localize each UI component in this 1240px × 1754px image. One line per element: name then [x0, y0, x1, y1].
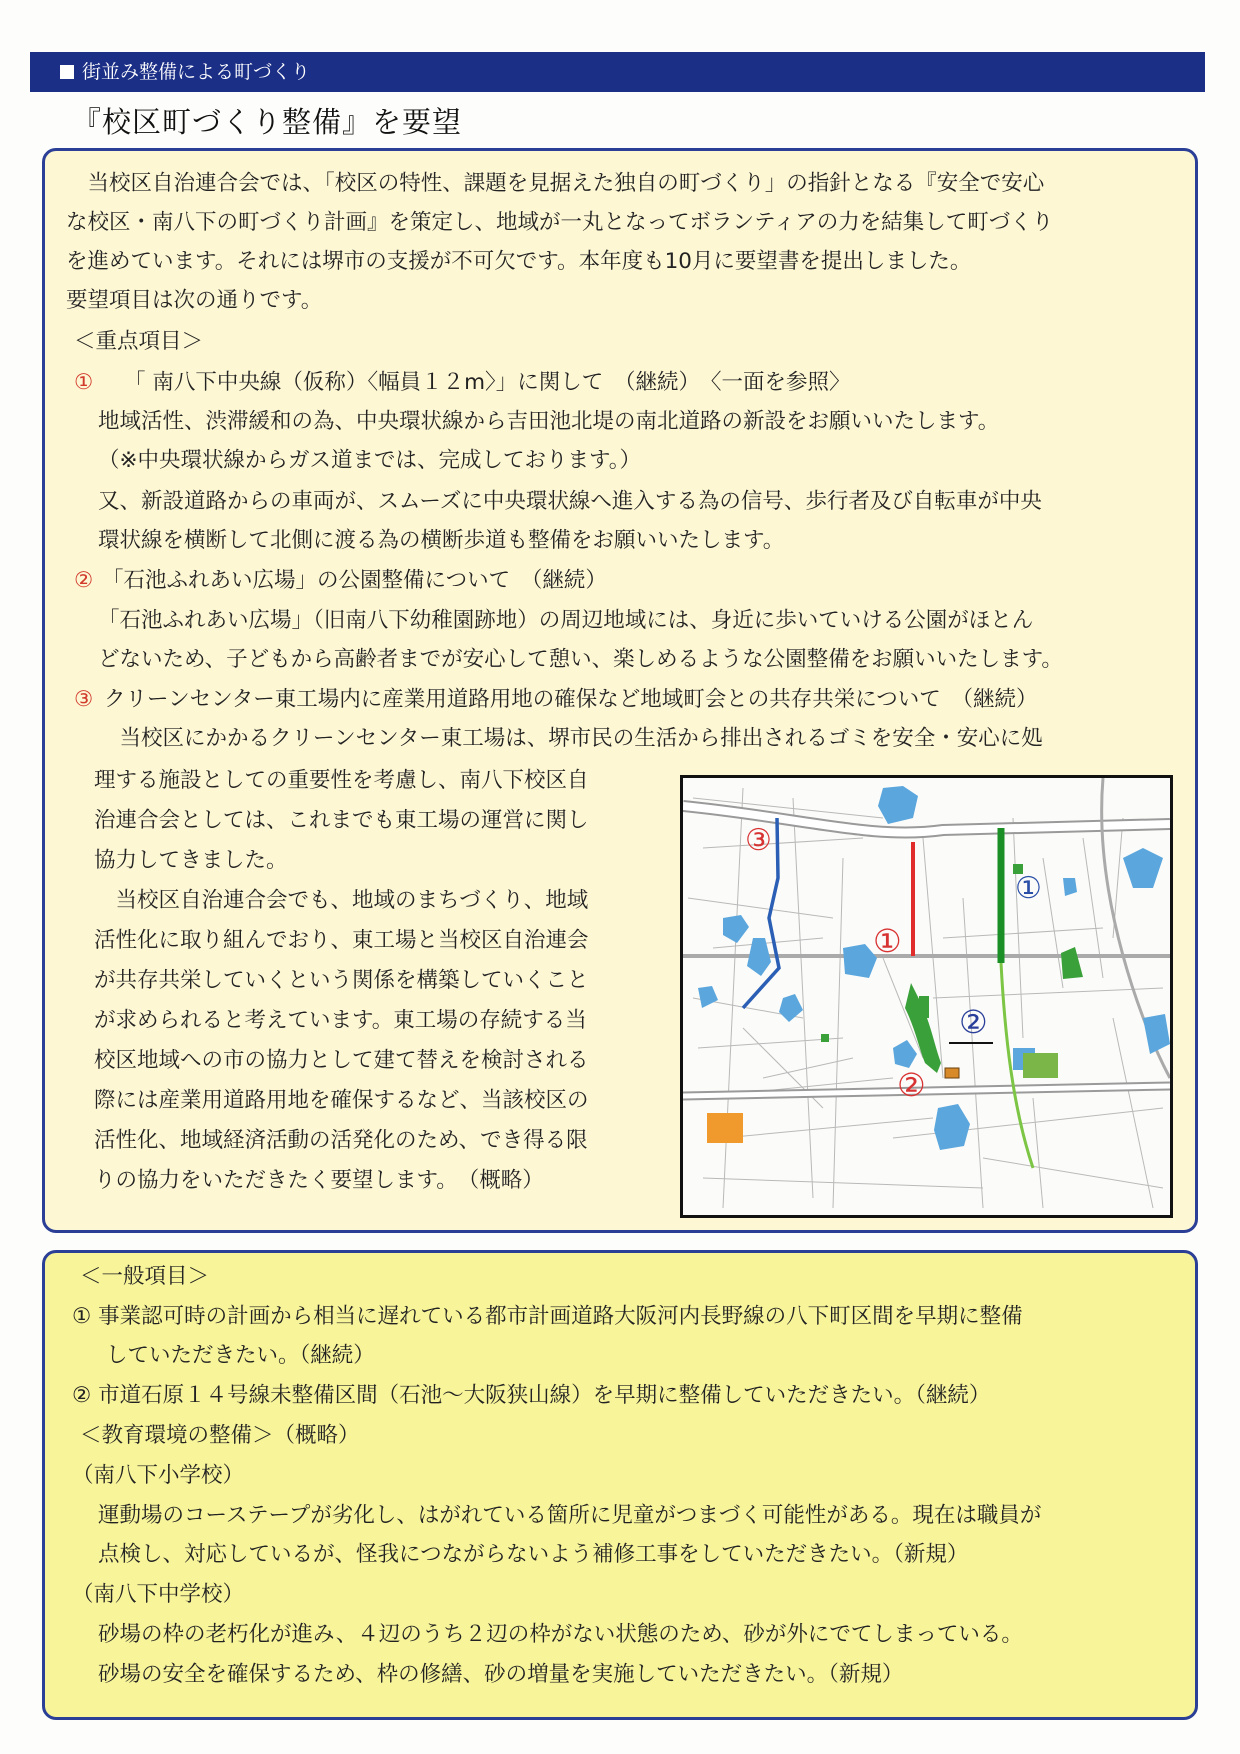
item2-number: ② [74, 568, 94, 593]
item2-line: どないため、子どもから高齢者までが安心して憩い、楽しめるような公園整備をお願いいたします。 [98, 647, 1063, 672]
section-header-bar [30, 52, 1205, 92]
intro-line: を進めています。それには堺市の支援が不可欠です。本年度も10月に要望書を提出しました。 [66, 249, 972, 274]
map-label-3: ③ [745, 823, 772, 858]
page-title: 『校区町づくり整備』を要望 [72, 105, 463, 139]
square-bullet-icon [60, 65, 74, 79]
school-1-line: 点検し、対応しているが、怪我につながらないよう補修工事をしていただきたい。（新規） [98, 1542, 969, 1567]
item3-line: 際には産業用道路用地を確保するなど、当該校区の [94, 1088, 589, 1113]
item3-line: 活性化に取り組んでおり、東工場と当校区自治連会 [94, 928, 589, 953]
item3-line: 理する施設としての重要性を考慮し、南八下校区自 [94, 768, 589, 793]
item3-number: ③ [74, 687, 94, 712]
intro-line: 要望項目は次の通りです。 [66, 288, 323, 313]
general-item-1: ① 事業認可時の計画から相当に遅れている都市計画道路大阪河内長野線の八下町区間を早期に整備 [72, 1304, 1023, 1329]
general-item-2: ② 市道石原１４号線未整備区間（石池〜大阪狭山線）を早期に整備していただきたい。（継続） [72, 1383, 991, 1408]
item3-line: が共存共栄していくという関係を構築していくこと [94, 968, 589, 993]
map-graphic [683, 778, 1170, 1215]
intro-line: 当校区自治連合会では、「校区の特性、課題を見据えた独自の町づくり」の指針となる『安全で安心 [66, 171, 1045, 196]
item3-title: クリーンセンター東工場内に産業用道路用地の確保など地域町会との共存共栄について （継続） [104, 687, 1038, 712]
item3-line: 治連合会としては、これまでも東工場の運営に関し [94, 808, 589, 833]
school-2-name: （南八下中学校） [72, 1582, 245, 1607]
item3-line: りの協力をいただきたく要望します。 （概略） [94, 1168, 544, 1193]
intro-line: な校区・南八下の町づくり計画』を策定し、地域が一丸となってボランティアの力を結集して町づくり [66, 210, 1054, 235]
item3-line: 活性化、地域経済活動の活発化のため、でき得る限 [94, 1128, 588, 1153]
item3-line: 当校区自治連合会でも、地域のまちづくり、地域 [94, 888, 589, 913]
school-2-line: 砂場の安全を確保するため、枠の修繕、砂の増量を実施していただきたい。（新規） [98, 1662, 904, 1687]
education-heading: ＜教育環境の整備＞（概略） [80, 1423, 360, 1448]
school-1-line: 運動場のコーステープが劣化し、はがれている箇所に児童がつまづく可能性がある。現在は職員が [98, 1503, 1042, 1528]
item1-line: 又、新設道路からの車両が、スムーズに中央環状線へ進入する為の信号、歩行者及び自転車が中央 [98, 489, 1042, 514]
map-label-1-green: ① [1015, 871, 1042, 906]
section-label: 街並み整備による町づくり [82, 61, 311, 83]
general-heading: ＜一般項目＞ [80, 1264, 210, 1289]
map-label-2-red: ② [897, 1066, 926, 1104]
item1-line: 環状線を横断して北側に渡る為の横断歩道も整備をお願いいたします。 [98, 528, 785, 553]
item3-line: 校区地域への市の協力として建て替えを検討される [94, 1048, 589, 1073]
school-1-name: （南八下小学校） [72, 1463, 245, 1488]
priority-heading: ＜重点項目＞ [74, 329, 204, 354]
item1-number: ① [74, 370, 94, 395]
map-label-1-red: ① [873, 922, 902, 960]
item1-title: 「 南八下中央線（仮称）〈幅員１２m〉」に関して （継続） 〈一面を参照〉 [124, 370, 851, 395]
item2-title: 「石池ふれあい広場」の公園整備について （継続） [102, 568, 607, 593]
item3-full-line: 当校区にかかるクリーンセンター東工場は、堺市民の生活から排出されるゴミを安全・安心に処 [98, 726, 1043, 751]
map-label-2-blue: ② [959, 1003, 988, 1041]
item1-line: （※中央環状線からガス道までは、完成しております。） [98, 448, 642, 473]
item2-line: 「石池ふれあい広場」（旧南八下幼稚園跡地）の周辺地域には、身近に歩いていける公園がほとん [98, 608, 1034, 633]
general-item-1-cont: していただきたい。（継続） [106, 1343, 375, 1368]
item3-line: が求められると考えています。東工場の存続する当 [94, 1008, 587, 1033]
school-2-line: 砂場の枠の老朽化が進み、４辺のうち２辺の枠がない状態のため、砂が外にでてしまっている。 [98, 1622, 1023, 1647]
area-map [680, 775, 1173, 1218]
item1-line: 地域活性、渋滞緩和の為、中央環状線から吉田池北堤の南北道路の新設をお願いいたします。 [98, 409, 1000, 434]
item3-line: 協力してきました。 [94, 848, 288, 873]
